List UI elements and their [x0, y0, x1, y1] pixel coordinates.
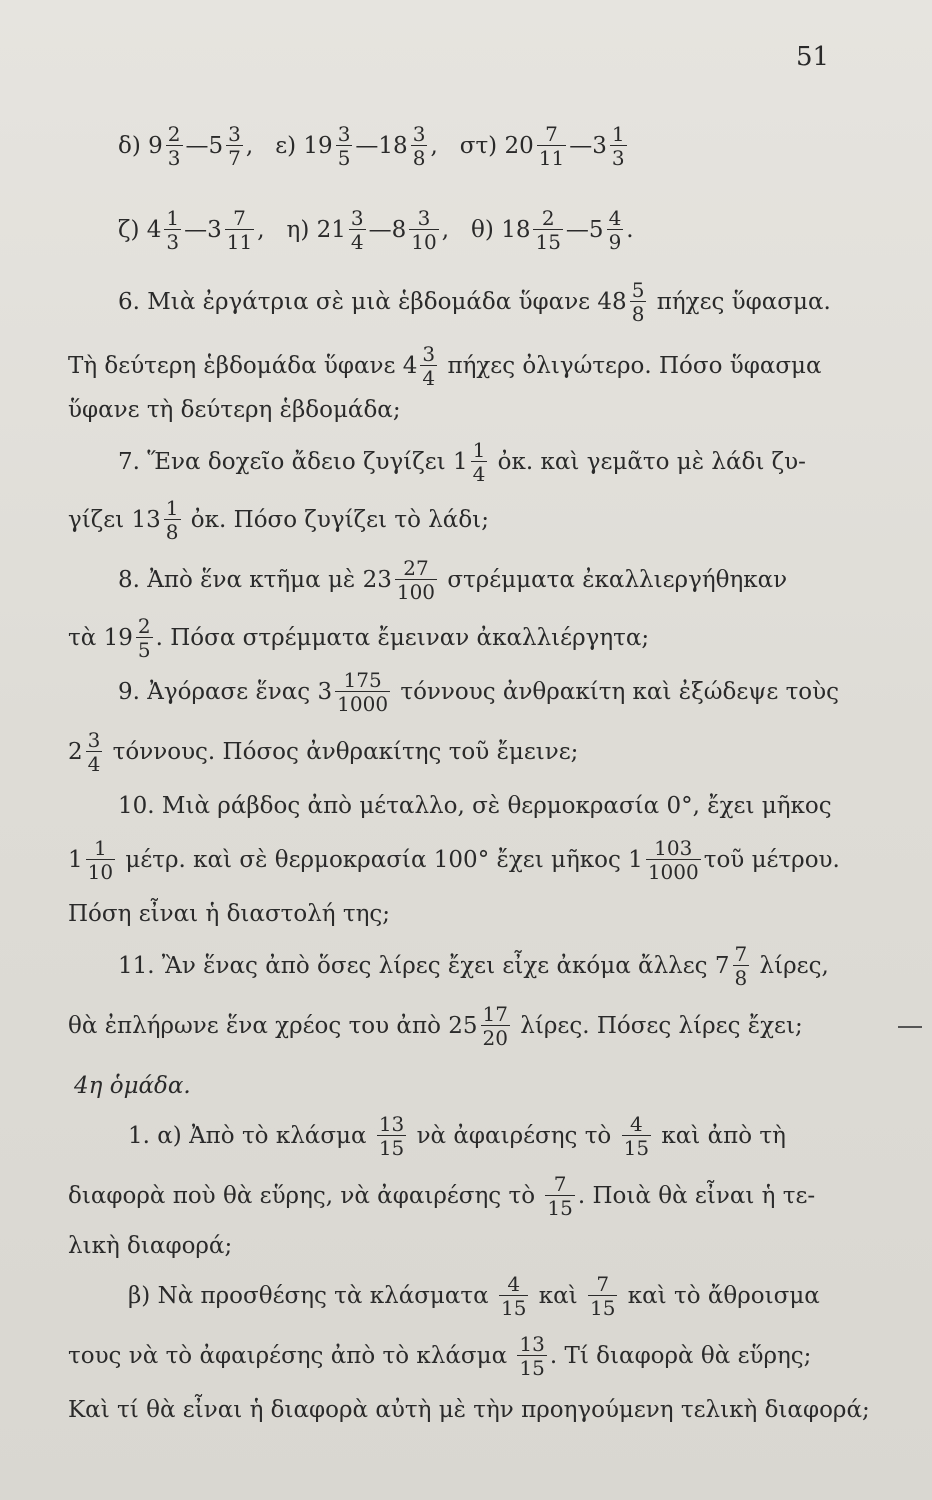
text: 4η ὁμάδα.: [74, 1072, 191, 1099]
fraction: [86, 729, 103, 775]
whole: 4: [146, 216, 162, 243]
mixed-number: [504, 123, 569, 169]
fraction: [136, 615, 153, 661]
exercise-11-line-2: [68, 996, 803, 1056]
denominator: 4: [350, 230, 364, 254]
whole: 18: [501, 216, 531, 243]
numerator: 1: [165, 496, 179, 520]
text: ὀκ. Πόσο ζυγίζει τὸ λάδι;: [183, 506, 489, 533]
whole: 9: [148, 132, 163, 159]
text: καὶ ἀπὸ τὴ: [654, 1122, 786, 1149]
whole: 48: [597, 288, 627, 315]
text: . Τί διαφορὰ θὰ εὕρης;: [549, 1342, 812, 1369]
exercise-5-row-1: [118, 116, 630, 176]
mixed-number: [628, 837, 704, 883]
mixed-number: [392, 207, 442, 253]
problem-1a-line-1: [128, 1106, 786, 1166]
text: καὶ: [531, 1282, 585, 1309]
item-label: ε): [275, 132, 297, 159]
denominator: 4: [87, 752, 101, 776]
numerator: 1: [472, 438, 486, 462]
separator: ,: [430, 132, 438, 159]
mixed-number: [317, 207, 369, 253]
denominator: 15: [547, 1196, 573, 1220]
text: στρέμματα ἐκαλλιεργήθηκαν: [440, 566, 788, 593]
separator: ,: [441, 216, 450, 243]
numerator: 4: [507, 1272, 521, 1296]
minus-sign: —: [185, 132, 209, 159]
fraction: [481, 1003, 510, 1049]
mixed-number: [68, 729, 105, 775]
denominator: 8: [165, 520, 179, 544]
mixed-number: [448, 1003, 513, 1049]
denominator: 3: [167, 146, 181, 170]
denominator: 11: [538, 146, 565, 170]
text: . Ποιὰ θὰ εἶναι ἡ τε-: [577, 1182, 816, 1209]
denominator: 5: [137, 638, 151, 662]
minus-sign: —: [355, 132, 379, 159]
whole: 19: [103, 624, 133, 651]
numerator: 7: [553, 1172, 567, 1196]
separator: ,: [245, 132, 254, 159]
exercise-8-line-2: [68, 608, 649, 668]
text: τὰ: [68, 624, 104, 651]
whole: 7: [714, 952, 730, 979]
period: .: [626, 216, 634, 243]
fraction: [622, 1113, 651, 1159]
numerator: 27: [403, 556, 429, 580]
text: τους νὰ τὸ ἀφαιρέσης ἀπὸ τὸ κλάσμα: [68, 1342, 515, 1369]
numerator: 3: [417, 206, 431, 230]
fraction: [164, 497, 181, 543]
denominator: 8: [631, 302, 645, 326]
whole: 1: [68, 846, 83, 873]
text: Πόση εἶναι ἡ διαστολή της;: [68, 900, 391, 927]
mixed-number: [209, 123, 246, 169]
mixed-number: [147, 207, 184, 253]
text: νὰ ἀφαιρέσης τὸ: [409, 1122, 619, 1149]
numerator: 7: [734, 942, 748, 966]
mixed-number: [453, 439, 490, 485]
mixed-number: [318, 669, 394, 715]
mixed-number: [597, 279, 649, 325]
text: καὶ τὸ ἄθροισμα: [620, 1282, 820, 1309]
whole: 3: [317, 678, 333, 705]
denominator: 4: [472, 462, 486, 486]
text: ὕφανε τὴ δεύτερη ἑβδομάδα;: [68, 396, 401, 423]
exercise-11-line-1: [118, 936, 829, 996]
mixed-number: [403, 343, 440, 389]
minus-sign: —: [184, 216, 208, 243]
numerator: 3: [337, 122, 351, 146]
fraction: [733, 943, 750, 989]
numerator: 1: [94, 836, 107, 860]
fraction: [377, 1113, 406, 1159]
denominator: 3: [611, 146, 625, 170]
text: . Πόσα στρέμματα ἔμειναν ἀκαλλιέργητα;: [155, 624, 650, 651]
exercise-10-line-2: [68, 830, 840, 890]
text: λίρες. Πόσες λίρες ἔχει;: [512, 1012, 803, 1039]
text: 11. Ἂν ἕνας ἀπὸ ὅσες λίρες ἔχει εἶχε ἀκόμα ἄλλες: [118, 952, 715, 979]
denominator: 15: [519, 1356, 545, 1380]
text: β) Νὰ προσθέσης τὰ κλάσματα: [128, 1282, 496, 1309]
denominator: 100: [396, 580, 436, 604]
text: πήχες ὕφασμα.: [649, 288, 831, 315]
mixed-number: [378, 123, 430, 169]
denominator: 8: [734, 966, 748, 990]
fraction: [630, 279, 647, 325]
fraction: [537, 123, 566, 169]
denominator: 9: [608, 230, 622, 254]
whole: 3: [207, 216, 222, 243]
denominator: 15: [500, 1296, 527, 1320]
denominator: 4: [422, 366, 436, 390]
fraction: [607, 207, 624, 253]
exercise-9-line-2: [68, 722, 578, 782]
numerator: 7: [545, 122, 558, 146]
whole: 23: [362, 566, 392, 593]
fraction: [588, 1273, 617, 1319]
text: μέτρ. καὶ σὲ θερμοκρασία 100° ἔχει μῆκος: [118, 846, 629, 873]
whole: 5: [208, 132, 224, 159]
exercise-10-line-1: [118, 776, 832, 836]
denominator: 10: [411, 230, 437, 254]
numerator: 3: [228, 122, 241, 146]
text: διαφορὰ ποὺ θὰ εὕρης, νὰ ἀφαιρέσης τὸ: [68, 1182, 543, 1209]
text: τόννους. Πόσος ἀνθρακίτης τοῦ ἔμεινε;: [105, 738, 579, 765]
whole: 19: [303, 132, 333, 159]
item-label: η): [286, 216, 310, 243]
mixed-number: [207, 207, 257, 253]
numerator: 1: [611, 122, 625, 146]
mixed-number: [363, 557, 440, 603]
exercise-7-line-1: [118, 432, 806, 492]
denominator: 7: [228, 146, 241, 170]
fraction: [471, 439, 488, 485]
denominator: 10: [87, 860, 114, 884]
minus-sign: —: [565, 216, 589, 243]
exercise-9-line-1: [118, 662, 839, 722]
exercise-6-line-1: [118, 272, 831, 332]
fraction: [225, 207, 254, 253]
denominator: 15: [589, 1296, 616, 1320]
text: ὀκ. καὶ γεμᾶτο μὲ λάδι ζυ-: [490, 448, 806, 475]
numerator: 2: [541, 206, 555, 230]
numerator: 103: [654, 836, 693, 860]
mixed-number: [131, 497, 183, 543]
mixed-number: [589, 207, 626, 253]
item-label: στ): [459, 132, 498, 159]
text: τοῦ μέτρου.: [703, 846, 840, 873]
text: 6. Μιὰ ἐργάτρια σὲ μιὰ ἑβδομάδα ὕφανε: [118, 288, 598, 315]
numerator: 3: [350, 206, 364, 230]
margin-dash: [898, 1026, 922, 1028]
text: 9. Ἀγόρασε ἕνας: [118, 678, 318, 705]
denominator: 1000: [647, 860, 699, 884]
text: πήχες ὀλιγώτερο. Πόσο ὕφασμα: [440, 352, 822, 379]
whole: 21: [316, 216, 346, 243]
denominator: 15: [623, 1136, 650, 1160]
text: 8. Ἀπὸ ἕνα κτῆμα μὲ: [118, 566, 363, 593]
fraction: [336, 123, 353, 169]
fraction: [409, 207, 438, 253]
minus-sign: —: [569, 132, 593, 159]
text: 1. α) Ἀπὸ τὸ κλάσμα: [128, 1122, 374, 1149]
text: Τὴ δεύτερη ἑβδομάδα ὕφανε: [68, 352, 403, 379]
denominator: 15: [378, 1136, 405, 1160]
text: λίρες,: [752, 952, 829, 979]
text: τόννους ἀνθρακίτη καὶ ἐξώδεψε τοὺς: [393, 678, 839, 705]
fraction: [335, 669, 390, 715]
denominator: 15: [535, 230, 561, 254]
whole: 25: [448, 1012, 478, 1039]
text: γίζει: [68, 506, 132, 533]
numerator: 3: [422, 342, 436, 366]
mixed-number: [303, 123, 355, 169]
exercise-7-line-2: [68, 490, 489, 550]
numerator: 4: [608, 206, 622, 230]
whole: 13: [131, 506, 161, 533]
item-label: ζ): [118, 216, 140, 243]
numerator: 3: [412, 122, 426, 146]
numerator: 7: [233, 206, 246, 230]
fraction: [86, 837, 115, 883]
numerator: 1: [166, 206, 180, 230]
fraction: [226, 123, 243, 169]
numerator: 2: [137, 614, 151, 638]
exercise-10-line-3: [68, 884, 390, 944]
numerator: 3: [87, 728, 101, 752]
fraction: [517, 1333, 546, 1379]
minus-sign: —: [368, 216, 392, 243]
denominator: 20: [482, 1026, 508, 1050]
text: Καὶ τί θὰ εἶναι ἡ διαφορὰ αὐτὴ μὲ τὴν προηγούμενη τελικὴ διαφορά;: [68, 1396, 870, 1423]
numerator: 4: [629, 1112, 643, 1136]
page-number: 51: [796, 42, 830, 72]
mixed-number: [592, 123, 629, 169]
text: 10. Μιὰ ράβδος ἀπὸ μέταλλο, σὲ θερμοκρασία 0°, ἔχει μῆκος: [118, 792, 832, 819]
numerator: 13: [519, 1332, 545, 1356]
mixed-number: [104, 615, 156, 661]
fraction: [349, 207, 366, 253]
exercise-5-row-2: [118, 200, 634, 260]
numerator: 7: [596, 1272, 610, 1296]
whole: 1: [628, 846, 643, 873]
problem-1b-line-1: [128, 1266, 820, 1326]
fraction: [411, 123, 428, 169]
text: λικὴ διαφορά;: [68, 1232, 233, 1259]
whole: 8: [391, 216, 407, 243]
denominator: 5: [337, 146, 351, 170]
item-label: θ): [471, 216, 494, 243]
fraction: [646, 837, 701, 883]
fraction: [499, 1273, 528, 1319]
numerator: 13: [378, 1112, 405, 1136]
whole: 1: [453, 448, 468, 475]
mixed-number: [68, 837, 118, 883]
denominator: 3: [166, 230, 180, 254]
text: 7. Ἕνα δοχεῖο ἄδειο ζυγίζει: [118, 448, 453, 475]
denominator: 1000: [337, 692, 389, 716]
exercise-6-line-3: [68, 380, 401, 440]
fraction: [395, 557, 437, 603]
whole: 3: [592, 132, 607, 159]
fraction: [420, 343, 437, 389]
fraction: [610, 123, 627, 169]
whole: 5: [588, 216, 604, 243]
mixed-number: [148, 123, 185, 169]
numerator: 5: [631, 278, 645, 302]
mixed-number: [501, 207, 566, 253]
whole: 2: [68, 738, 83, 765]
whole: 4: [402, 352, 418, 379]
denominator: 11: [226, 230, 253, 254]
separator: ,: [257, 216, 265, 243]
item-label: δ): [118, 132, 141, 159]
whole: 18: [378, 132, 408, 159]
fraction: [164, 207, 181, 253]
fraction: [533, 207, 562, 253]
problem-1b-line-3: [68, 1380, 870, 1440]
fraction: [545, 1173, 574, 1219]
numerator: 175: [343, 668, 382, 692]
exercise-8-line-1: [118, 550, 787, 610]
problem-1b-line-2: [68, 1326, 811, 1386]
fraction: [166, 123, 183, 169]
text: θὰ ἐπλήρωνε ἕνα χρέος του ἀπὸ: [68, 1012, 449, 1039]
numerator: 2: [167, 122, 181, 146]
mixed-number: [715, 943, 752, 989]
denominator: 8: [412, 146, 426, 170]
numerator: 17: [482, 1002, 508, 1026]
whole: 20: [504, 132, 534, 159]
